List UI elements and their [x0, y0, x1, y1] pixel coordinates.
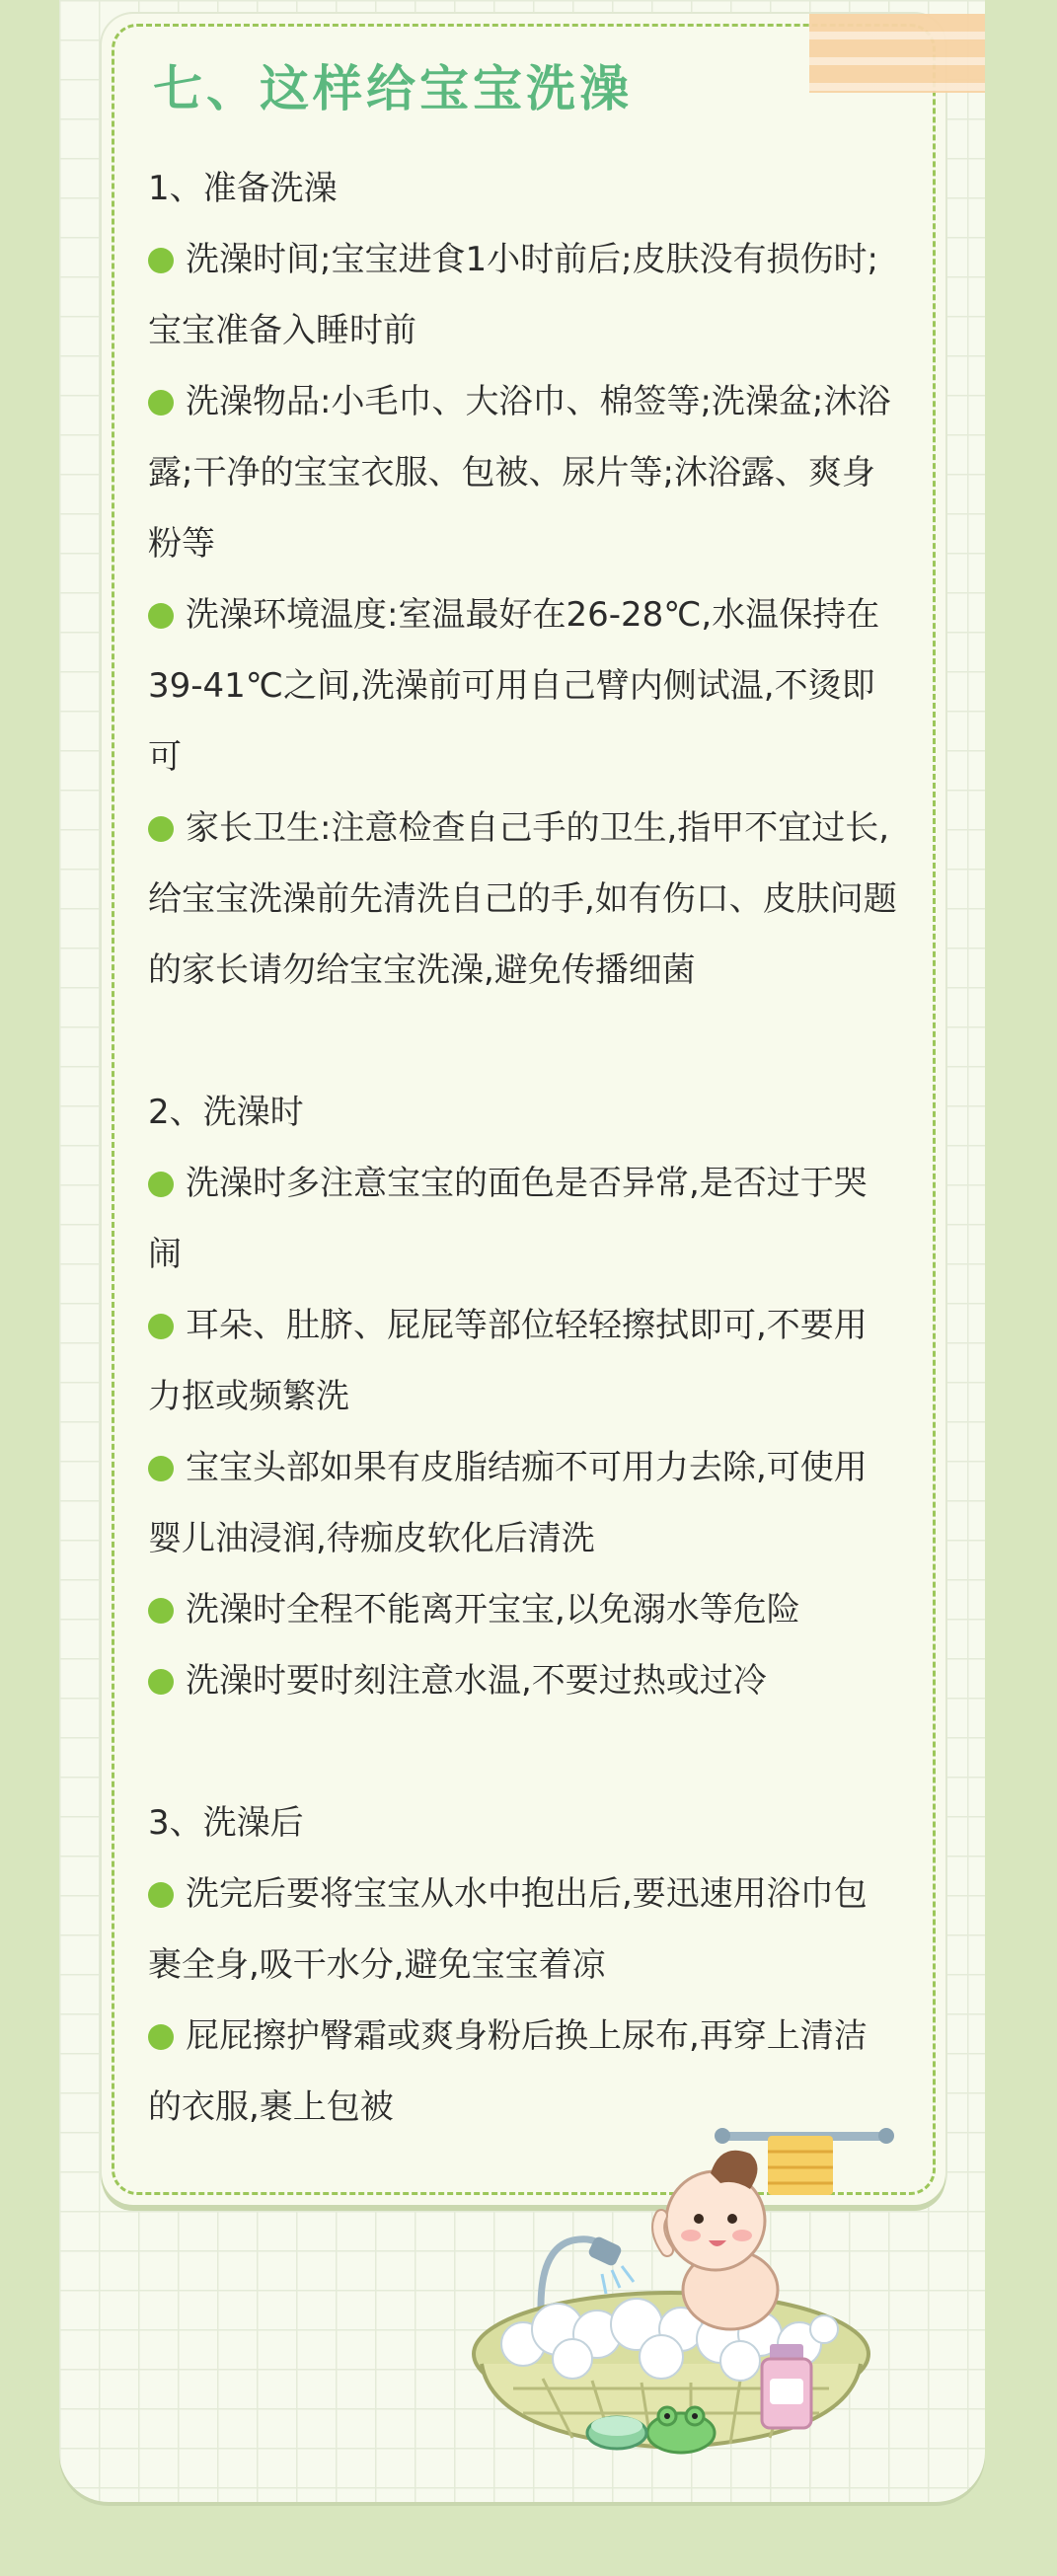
list-item [148, 793, 898, 1006]
baby-bath-illustration [424, 2092, 918, 2458]
section-after-bath [148, 1787, 898, 2143]
bullet-dot-icon [148, 1172, 174, 1197]
bullet-dot-icon [148, 1456, 174, 1481]
bullet-dot-icon [148, 2024, 174, 2050]
list-item-text: 洗澡时全程不能离开宝宝,以免溺水等危险 [186, 1590, 800, 1629]
list-item [148, 1290, 898, 1432]
bullet-dot-icon [148, 603, 174, 629]
bullet-dot-icon [148, 1598, 174, 1624]
list-item-text: 洗澡环境温度:室温最好在26-28℃,水温保持在39-41℃之间,洗澡前可用自己臂内侧试温,不烫即可 [148, 595, 880, 777]
list-item [148, 224, 898, 366]
section-prepare [148, 153, 898, 1006]
list-item-text: 洗澡时多注意宝宝的面色是否异常,是否过于哭闹 [148, 1164, 868, 1274]
section-heading: 2、洗澡时 [148, 1093, 304, 1132]
bullet-dot-icon [148, 816, 174, 842]
list-item-text: 家长卫生:注意检查自己手的卫生,指甲不宜过长,给宝宝洗澡前先清洗自己的手,如有伤口、皮肤问题的家长请勿给宝宝洗澡,避免传播细菌 [148, 808, 897, 990]
list-item-text: 宝宝头部如果有皮脂结痂不可用力去除,可使用婴儿油浸润,待痂皮软化后清洗 [148, 1448, 868, 1558]
list-item [148, 1645, 898, 1716]
decorative-tape [809, 14, 985, 93]
list-item [148, 1148, 898, 1290]
section-during-bath [148, 1077, 898, 1716]
bullet-dot-icon [148, 1669, 174, 1695]
list-item-text: 洗澡物品:小毛巾、大浴巾、棉签等;洗澡盆;沐浴露;干净的宝宝衣服、包被、尿片等;沐浴露、爽身粉等 [148, 382, 891, 564]
section-heading: 3、洗澡后 [148, 1803, 304, 1843]
list-item [148, 579, 898, 793]
section-heading: 1、准备洗澡 [148, 169, 338, 208]
list-item-text: 洗澡时要时刻注意水温,不要过热或过冷 [186, 1661, 767, 1701]
list-item [148, 366, 898, 579]
list-item-text: 洗澡时间;宝宝进食1小时前后;皮肤没有损伤时;宝宝准备入睡时前 [148, 240, 878, 350]
bullet-dot-icon [148, 390, 174, 416]
list-item-text: 洗完后要将宝宝从水中抱出后,要迅速用浴巾包裹全身,吸干水分,避免宝宝着凉 [148, 1874, 868, 1985]
bullet-dot-icon [148, 1314, 174, 1339]
cream-jar-icon [587, 2416, 646, 2449]
frog-toy-icon [647, 2407, 715, 2453]
list-item [148, 1432, 898, 1574]
list-item [148, 1574, 898, 1645]
list-item-text: 屁屁擦护臀霜或爽身粉后换上尿布,再穿上清洁的衣服,裹上包被 [148, 2016, 868, 2127]
list-item [148, 1858, 898, 2001]
page-title: 七、这样给宝宝洗澡 [153, 59, 633, 117]
list-item-text: 耳朵、肚脐、屁屁等部位轻轻擦拭即可,不要用力抠或频繁洗 [148, 1306, 868, 1416]
bullet-dot-icon [148, 248, 174, 273]
article-content [148, 153, 898, 2143]
bullet-dot-icon [148, 1882, 174, 1908]
